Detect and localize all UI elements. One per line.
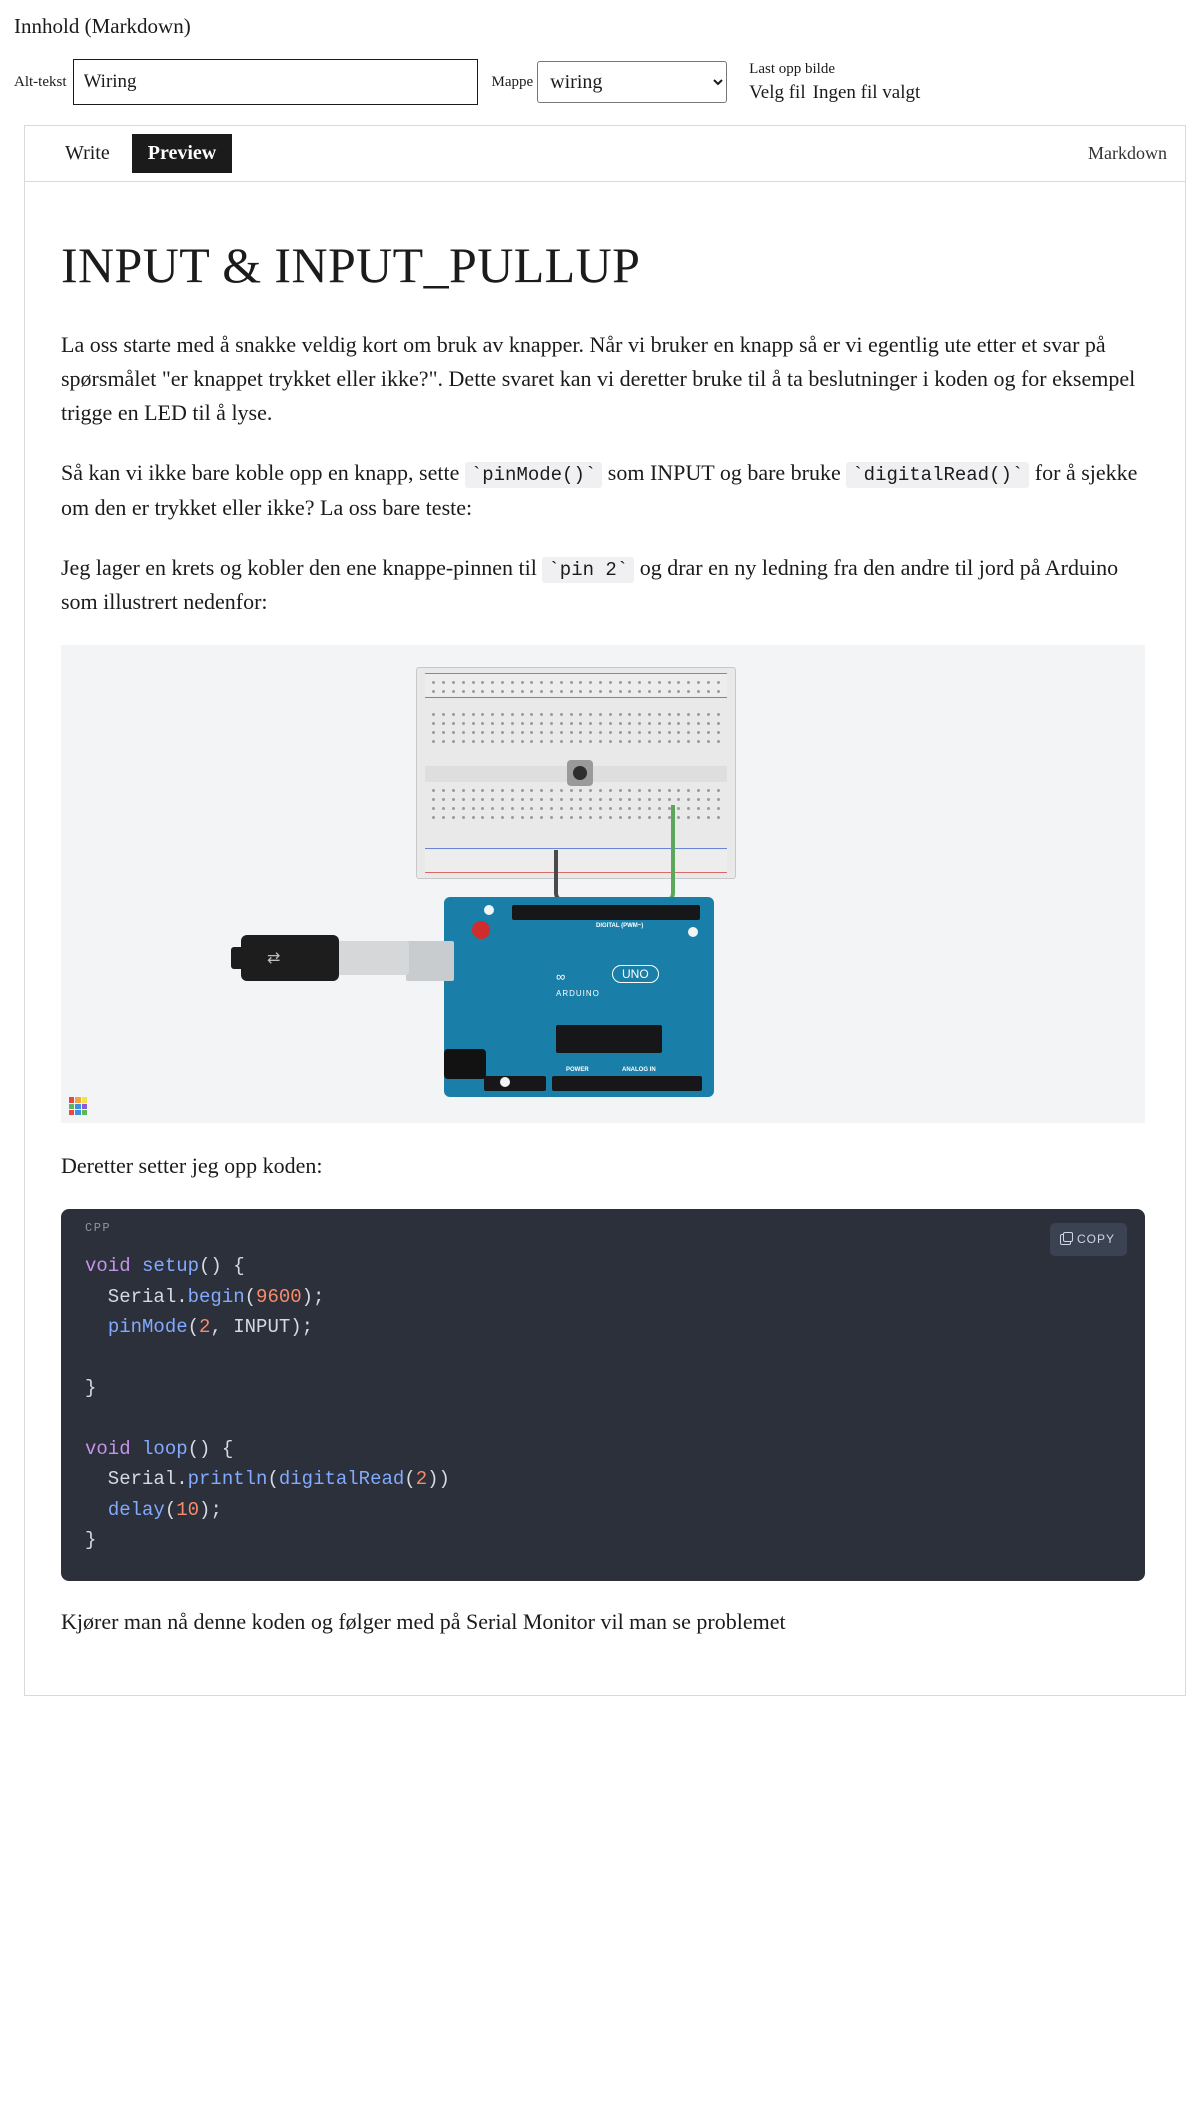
breadboard-holes-top: [429, 678, 723, 696]
choose-file-button[interactable]: Velg fil: [749, 81, 806, 103]
copy-icon: [1060, 1234, 1071, 1245]
microcontroller-chip: [556, 1025, 662, 1053]
tab-preview[interactable]: Preview: [132, 134, 233, 173]
wire-ground: [554, 850, 614, 903]
usb-cable-tip: [231, 947, 253, 969]
power-header: [484, 1076, 546, 1091]
arduino-infinity-logo: ∞: [556, 969, 566, 985]
preview-paragraph-5: Kjører man nå denne koden og følger med på Serial Monitor vil man se problemet: [61, 1609, 786, 1635]
wiring-figure: [61, 645, 1145, 1123]
mount-hole-3: [688, 927, 698, 937]
reset-button: [472, 921, 490, 939]
inline-code-digitalread: `digitalRead()`: [846, 462, 1029, 488]
page-title: Innhold (Markdown): [14, 14, 191, 38]
wire-signal-pin2: [609, 805, 675, 903]
usb-connector: [406, 941, 454, 981]
inline-code-pin2: `pin 2`: [542, 557, 634, 583]
breadboard-holes-lower: [429, 786, 723, 822]
analog-header: [552, 1076, 702, 1091]
rail-line-red-top: [425, 673, 727, 674]
copy-button-label: COPY: [1076, 1232, 1115, 1247]
digital-header: [512, 905, 700, 920]
mount-hole-1: [484, 905, 494, 915]
analog-header-label: ANALOG IN: [622, 1067, 656, 1074]
usb-symbol-icon: ⇄: [267, 948, 281, 968]
fritzing-badge-icon: [69, 1097, 87, 1115]
power-jack: [444, 1049, 486, 1079]
copy-code-button[interactable]: [1050, 1223, 1127, 1256]
folder-select[interactable]: [537, 61, 727, 103]
preview-paragraph-1: La oss starte med å snakke veldig kort om bruk av knapper. Når vi bruker en knapp så er vi egentlig ute etter et svar på spørsmålet "er knappet trykket eller ikke?". Dette svaret kan vi deretter bruke til å ta beslutninger i koden og for eksempel trigge en LED til å lyse.: [61, 332, 1136, 426]
pushbutton: [567, 760, 593, 786]
file-status-text: Ingen fil valgt: [812, 81, 921, 103]
code-block: [61, 1209, 1145, 1581]
preview-paragraph-2: [61, 456, 1145, 525]
rail-line-blue-top: [425, 697, 727, 698]
code-content: void setup() { Serial.begin(9600); pinMode(2, INPUT); } void loop() { Serial.println(digitalRead(2)) delay(10); }: [85, 1255, 450, 1551]
preview-heading: INPUT & INPUT_PULLUP: [61, 237, 641, 293]
alt-text-input[interactable]: [73, 59, 478, 105]
usb-plug: [241, 935, 339, 981]
markdown-editor-card: [24, 125, 1186, 1696]
editor-tabs: [25, 126, 1185, 182]
preview-pane: [25, 182, 1185, 1695]
tab-write[interactable]: Write: [65, 142, 110, 164]
board-model-badge: UNO: [612, 965, 659, 983]
p3-text-a: Jeg lager en krets og kobler den ene knappe-pinnen til: [61, 554, 543, 580]
upload-label: Last opp bilde: [749, 60, 835, 77]
code-language-label: CPP: [85, 1221, 112, 1236]
power-header-label: POWER: [566, 1067, 589, 1074]
markdown-hint: Markdown: [1088, 143, 1167, 163]
p3-text-b: og drar en ny ledning fra den andre til jord på Arduino som illustrert nedenfor:: [61, 554, 1119, 615]
digital-header-label: DIGITAL (PWM~): [596, 923, 644, 930]
p2-text-b: som INPUT og bare bruke: [602, 460, 847, 486]
p2-text-a: Så kan vi ikke bare koble opp en knapp, sette: [61, 460, 465, 486]
inline-code-pinmode: `pinMode()`: [465, 462, 602, 488]
breadboard: [416, 667, 736, 879]
rail-line-blue-bottom: [425, 848, 727, 849]
preview-paragraph-3: [61, 551, 1145, 620]
image-upload-row: [0, 39, 1200, 119]
file-input-group[interactable]: [749, 82, 920, 104]
arduino-uno-board: [444, 897, 714, 1097]
upload-block: [749, 61, 920, 104]
breadboard-holes-upper: [429, 710, 723, 746]
alt-text-label: Alt-tekst: [14, 73, 67, 90]
folder-label: Mappe: [491, 73, 534, 90]
arduino-wordmark: ARDUINO: [556, 989, 600, 999]
preview-paragraph-4: Deretter setter jeg opp koden:: [61, 1153, 323, 1179]
p2-text-c: for å sjekke om den er trykket eller ikke? La oss bare teste:: [61, 460, 1138, 520]
